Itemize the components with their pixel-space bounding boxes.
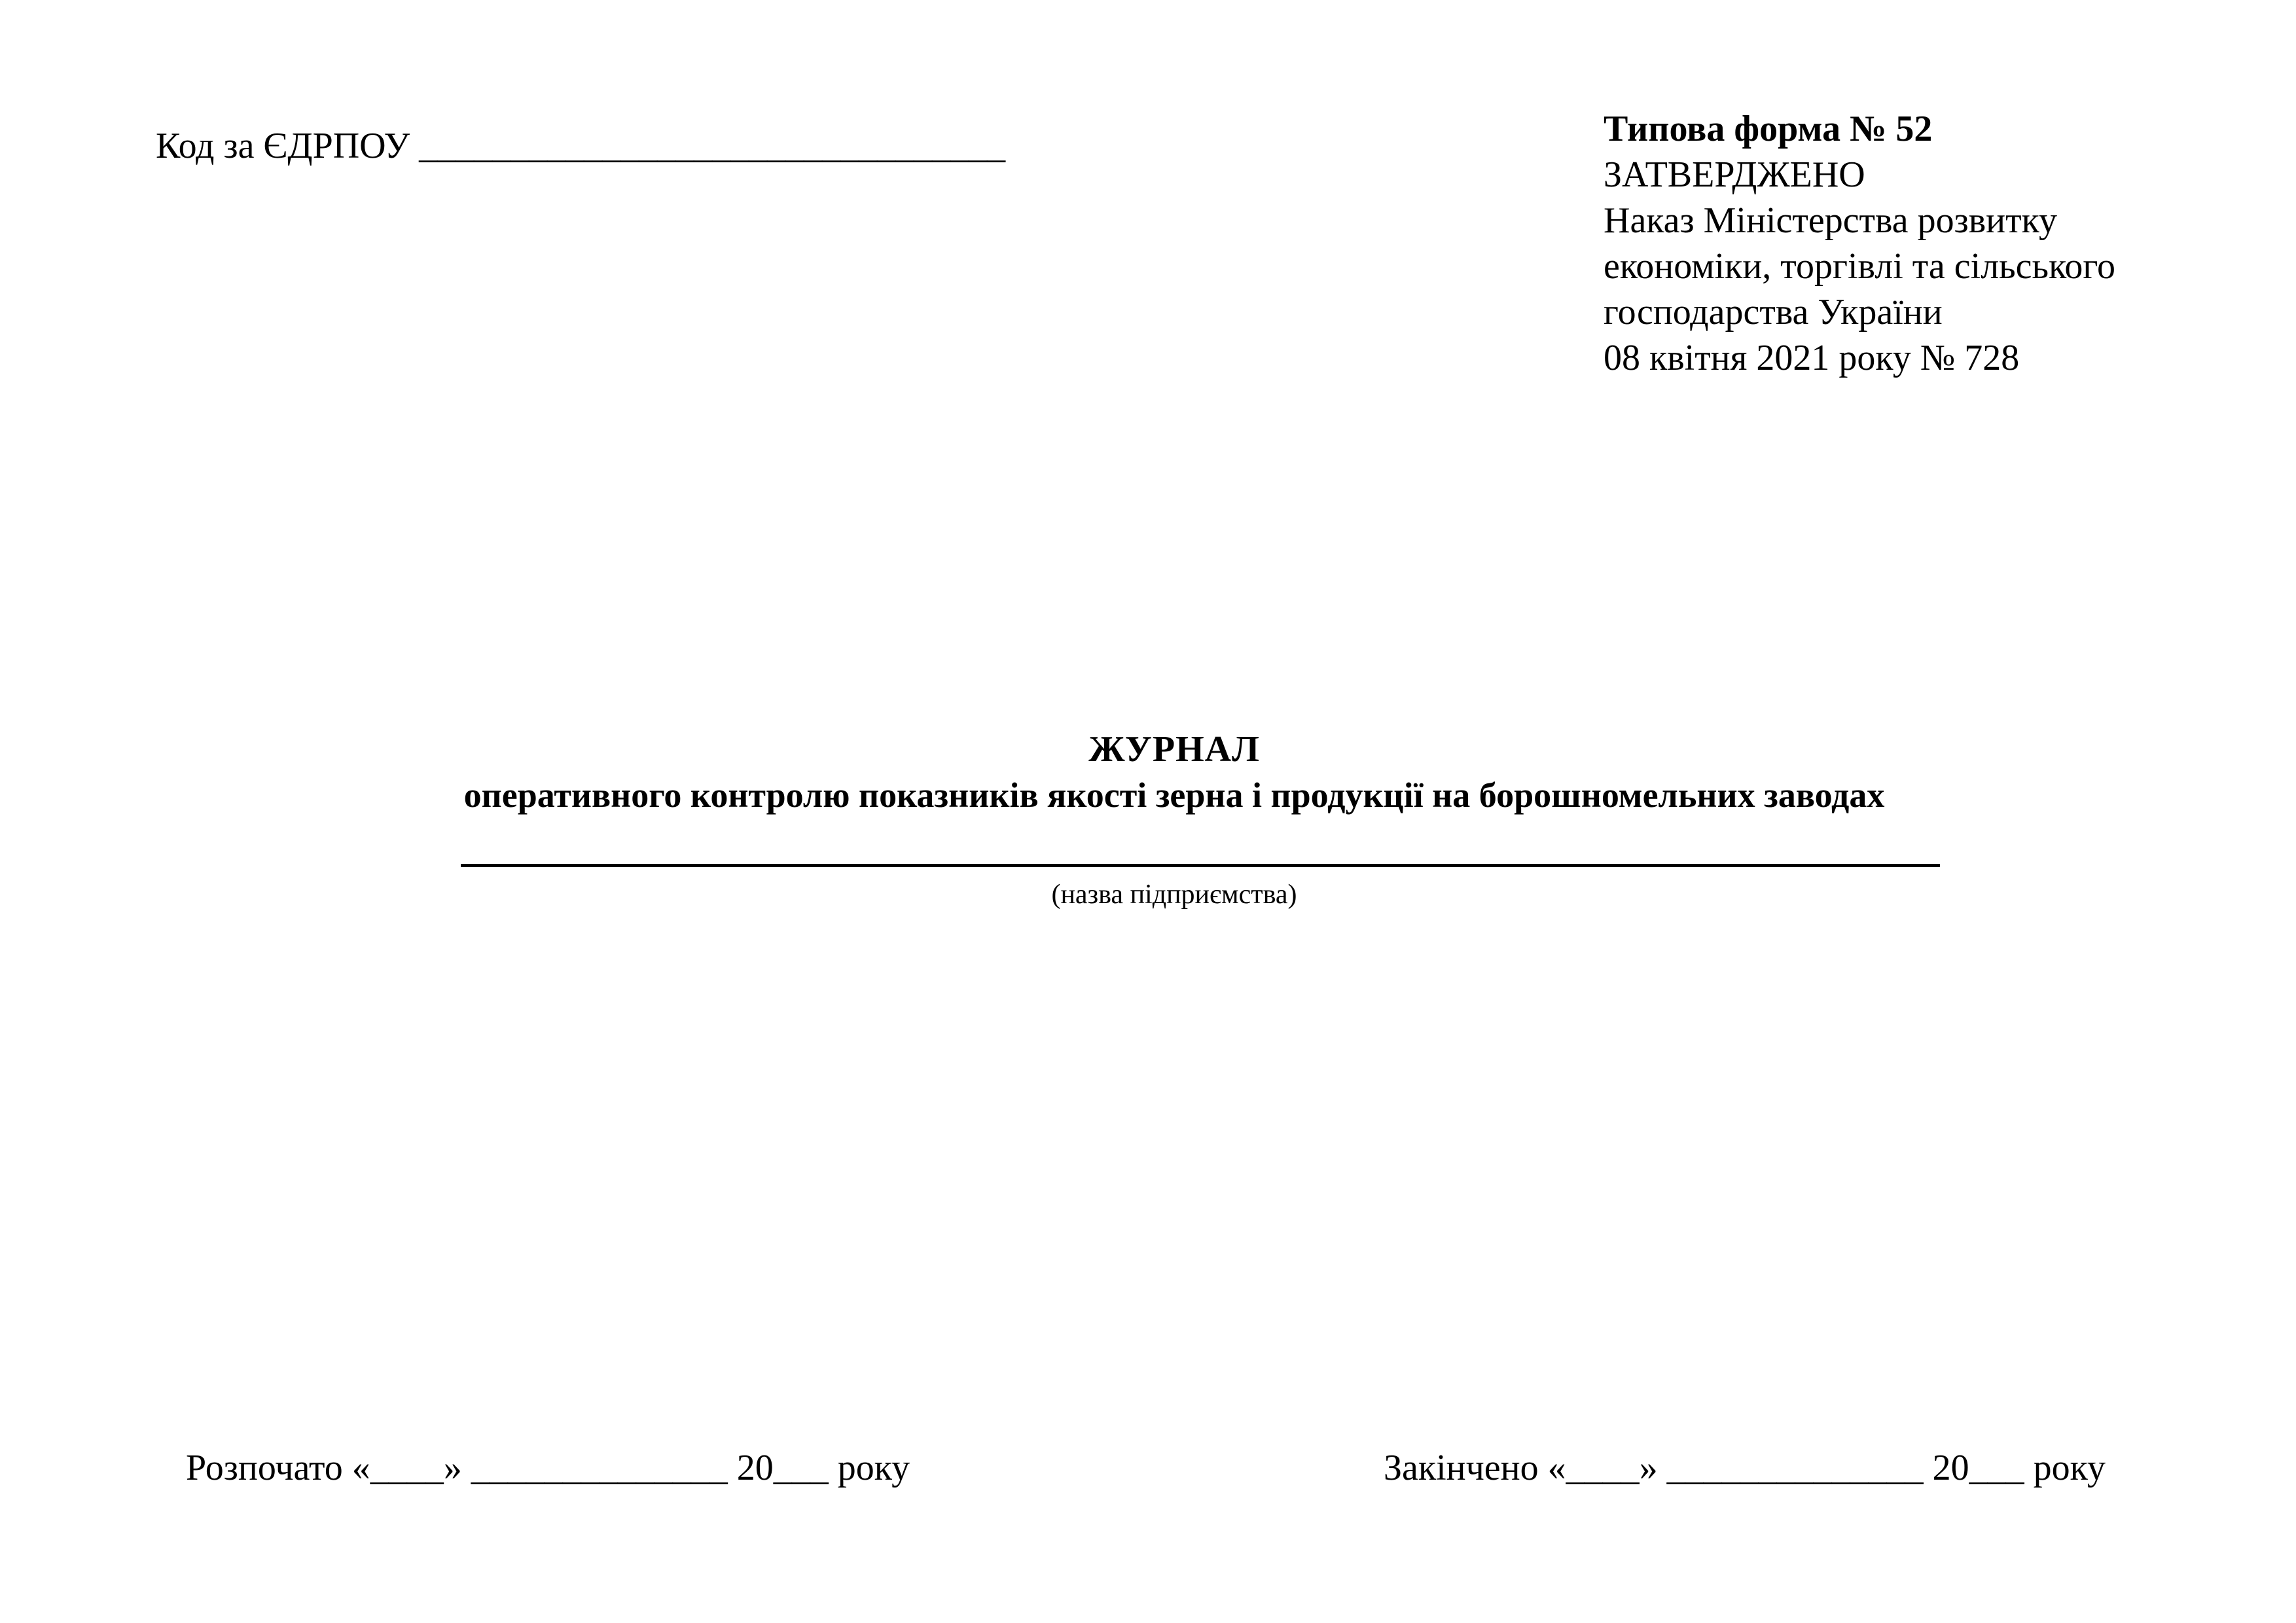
order-date: 08 квітня 2021 року № 728 <box>1604 338 2020 378</box>
journal-heading: ЖУРНАЛ <box>1088 729 1260 770</box>
started-date-line: Розпочато «____» ______________ 20___ року <box>186 1448 910 1488</box>
form-number: Типова форма № 52 <box>1604 109 1933 149</box>
enterprise-name-hint: (назва підприємства) <box>1051 880 1297 910</box>
order-line-1: Наказ Міністерства розвитку <box>1604 200 2057 241</box>
finished-date-line: Закінчено «____» ______________ 20___ року <box>1384 1448 2106 1488</box>
enterprise-name-line <box>461 864 1940 867</box>
order-line-2: економіки, торгівлі та сільського <box>1604 246 2116 287</box>
journal-subtitle: оперативного контролю показників якості зерна і продукції на борошномельних заводах <box>463 776 1885 815</box>
approved-label: ЗАТВЕРДЖЕНО <box>1604 154 1865 195</box>
order-line-3: господарства України <box>1604 292 1943 332</box>
journal-title-block <box>0 726 2296 913</box>
edrpou-code-line: Код за ЄДРПОУ ________________________________ <box>156 126 1006 166</box>
approval-block <box>1604 106 2258 381</box>
